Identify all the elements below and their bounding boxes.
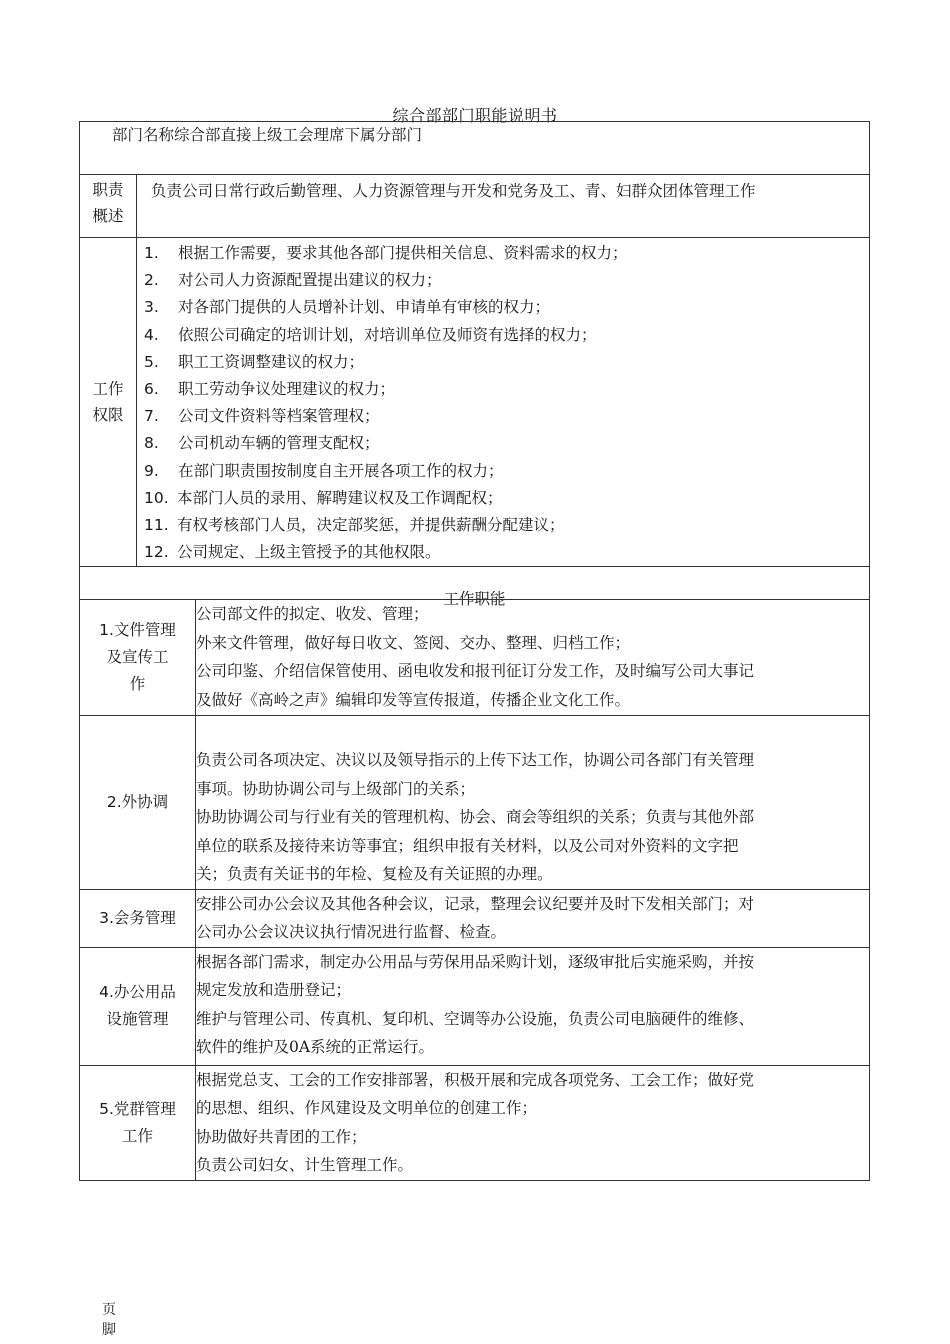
duty-row-4	[80, 947, 870, 1065]
summary-label: 职责 概述	[80, 175, 137, 238]
duties-table	[79, 599, 870, 1181]
authority-list	[137, 238, 869, 566]
authority-item: 3. 对各部门提供的人员增补计划、申请单有审核的权力；	[144, 298, 551, 317]
authority-item: 1. 根据工作需要，要求其他各部门提供相关信息、资料需求的权力；	[144, 244, 628, 262]
summary-row	[80, 175, 870, 238]
department-info-table	[79, 121, 870, 617]
authority-item: 9. 在部门职责围按制度自主开展各项工作的权力；	[144, 461, 504, 480]
duty-row-3	[80, 889, 870, 947]
duty-description: 公司部文件的拟定、收发、管理； 外来文件管理，做好每日收文、签阅、交办、整理、归档工作； 公司印鉴、介绍信保管使用、函电收发和报刊征订分发工作，及时编写公司大事记 及做好《高岭之声》编辑印发等宣传报道，传播企业文化工作。	[196, 600, 870, 716]
duty-row-2	[80, 716, 870, 890]
duty-description: 负责公司各项决定、决议以及领导指示的上传下达工作，协调公司各部门有关管理 事项。协助协调公司与上级部门的关系； 协助协调公司与行业有关的管理机构、协会、商会等组织的关系；负责与其他外部 单位的联系及接待来访等事宜；组织申报有关材料，以及公司对外资料的文字把 关；负责有关证书的年检、复检及有关证照的办理。	[196, 716, 870, 890]
department-name-line: 部门名称综合部直接上级工会理席下属分部门	[112, 126, 423, 144]
authority-item: 8. 公司机动车辆的管理支配权；	[144, 434, 380, 453]
duty-label: 4.办公用品 设施管理	[80, 947, 196, 1065]
duties-heading: 工作职能	[80, 567, 870, 618]
duty-label: 3.会务管理	[80, 889, 196, 947]
authority-item: 5. 职工工资调整建议的权力；	[144, 352, 365, 371]
duty-label: 5.党群管理 工作	[80, 1065, 196, 1180]
authority-item: 4. 依照公司确定的培训计划，对培训单位及师资有选择的权力；	[144, 325, 597, 344]
duty-row-1	[80, 600, 870, 716]
page-footer: 页 脚	[102, 1302, 116, 1338]
summary-text: 负责公司日常行政后勤管理、人力资源管理与开发和党务及工、青、妇群众团体管理工作	[151, 182, 756, 200]
authority-item: 12. 公司规定、上级主管授予的其他权限。	[144, 543, 441, 562]
authority-item: 7. 公司文件资料等档案管理权；	[144, 407, 380, 426]
authority-item: 2. 对公司人力资源配置提出建议的权力；	[144, 271, 442, 290]
authority-row	[80, 238, 870, 567]
duty-description: 安排公司办公会议及其他各种会议，记录，整理会议纪要并及时下发相关部门；对 公司办公会议决议执行情况进行监督、检查。	[196, 889, 870, 947]
duty-description: 根据党总支、工会的工作安排部署，积极开展和完成各项党务、工会工作；做好党 的思想、组织、作风建设及文明单位的创建工作； 协助做好共青团的工作； 负责公司妇女、计生管理工作。	[196, 1065, 870, 1180]
duty-label: 2.外协调	[80, 716, 196, 890]
duty-row-5	[80, 1065, 870, 1180]
authority-label: 工作 权限	[80, 238, 137, 567]
department-name-row	[80, 122, 870, 175]
duty-label: 1.文件管理 及宣传工 作	[80, 600, 196, 716]
authority-item: 6. 职工劳动争议处理建议的权力；	[144, 380, 396, 399]
document-title: 综合部部门职能说明书	[392, 106, 558, 125]
duty-description: 根据各部门需求，制定办公用品与劳保用品采购计划，逐级审批后实施采购，并按 规定发放和造册登记； 维护与管理公司、传真机、复印机、空调等办公设施，负责公司电脑硬件的维修、 软件的维护及0A系统的正常运行。	[196, 947, 870, 1065]
authority-item: 11. 有权考核部门人员，决定部奖惩，并提供薪酬分配建议；	[144, 516, 565, 535]
authority-item: 10. 本部门人员的录用、解聘建议权及工作调配权；	[144, 488, 503, 507]
